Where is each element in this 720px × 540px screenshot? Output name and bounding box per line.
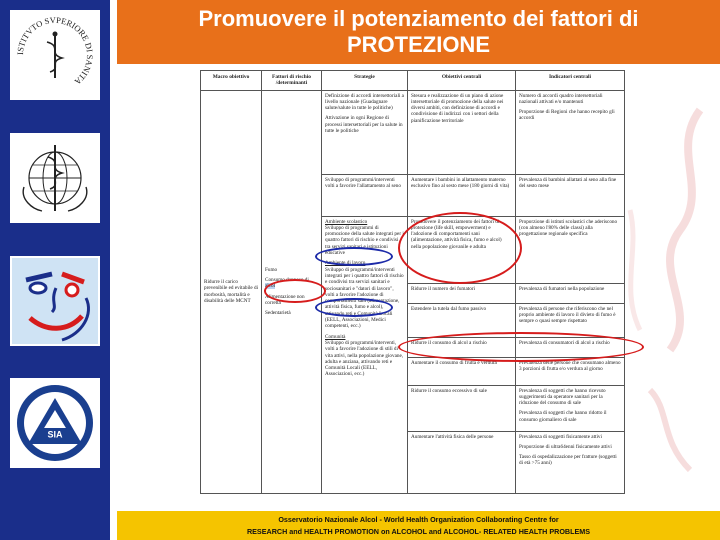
header-obiettivi: Obiettivi centrali <box>408 71 516 91</box>
strategy-heading-scuola: Ambiente scolastico <box>325 218 368 225</box>
footer-line2: RESEARCH and HEALTH PROMOTION on ALCOHOL and ALCOHOL- RELATED HEALTH PROBLEMS <box>246 527 591 536</box>
indicator-cell: Prevalenza di persone che riferiscono che nel proprio ambiente di lavoro il divieto di fumo è sempre o quasi sempre rispettato <box>516 303 625 337</box>
indicator-cell: Prevalenza di soggetti che hanno ricevuto suggerimenti da operatore sanitari per la riduzione del consumo di sale Prevalenza di soggetti che hanno ridotto il consumo giornaliero di sale <box>516 385 625 431</box>
factor-fumo: Fumo <box>265 266 278 273</box>
sia-logo-text: SIA <box>47 429 63 440</box>
header-indicatori: Indicatori centrali <box>516 71 625 91</box>
macro-cell: Ridurre il carico prevenibile ed evitabile di morbosità, mortalità e disabilità delle MCNT <box>201 90 262 493</box>
objective-cell: Promuovere il potenziamento dei fattori di protezione (life skill, empowerment) e l'adozione di comportamenti sani (alimentazione, attività fisica, fumo e alcol) nella popolazione giovanile e adulta <box>408 216 516 283</box>
objective-cell: Stesura e realizzazione di un piano di azione intersettoriale di promozione della salute nei diversi ambiti, con definizione di accordi e condivisione di indirizzi con i settori della pianificazione territoriale <box>408 90 516 174</box>
iss-logo-text: ISTITVTO SVPERIORE DI SANITA <box>14 14 96 87</box>
highlight-oval-alcol <box>264 279 326 303</box>
strategy-table <box>200 70 625 494</box>
indicator-cell: Prevalenza di consumatori di alcol a rischio <box>516 337 625 357</box>
objective-cell: Aumentare il consumo di frutta e verdura <box>408 357 516 385</box>
strategy-heading-comunita: Comunità <box>325 333 346 340</box>
slide-title-line1: Promuovere il potenziamento dei fattori di <box>198 6 639 31</box>
strategy-cell: Sviluppo di programmi/interventi volti a favorire l'allattamento al seno <box>322 174 408 216</box>
strategy-heading-lavoro: Ambiente di lavoro <box>325 260 366 267</box>
indicator-cell: Prevalenza di fumatori nella popolazione <box>516 283 625 303</box>
who-logo <box>10 133 100 223</box>
face-logo <box>10 256 100 346</box>
slide-title-line2: PROTEZIONE <box>346 32 490 57</box>
strategy-cell-ambienti: Ambiente scolastico Sviluppo di programmi di promozione della salute integrati per i quattro fattori di rischio e condivisi tra servizi sanitari e istituzioni educative Ambiente di lavoro Sviluppo di programmi/interventi integrati per i quattro fattori di rischio e condivisi tra servizi sanitari e sociosanitari e "datori di lavoro", volti a favorire l'adozione di comportamenti sani (alimentazione, attività fisica, fumo e alcol), attivando reti e Comunità Locali (EELL, Associazioni, Medici competenti, ecc.) Comunità Sviluppo di programmi/interventi, volti a favorire l'adozione di stili di vita attivi, nella popolazione giovane, adulta e anziana, attivando reti e Comunità Locali (EELL, Associazioni, ecc.) <box>322 216 408 493</box>
indicator-cell: Prevalenza di soggetti fisicamente attivi Proporzione di ultra64enni fisicamente attivi Tasso di ospedalizzazione per fratture (soggetti di età >75 anni) <box>516 431 625 493</box>
sidebar <box>0 0 110 540</box>
table-header-row <box>201 71 625 91</box>
factor-alcol: Consumo dannoso di alcol <box>265 277 309 290</box>
background-decoration <box>610 90 720 490</box>
objective-cell: Aumentare l'attività fisica delle persone <box>408 431 516 493</box>
indicator-cell: Numero di accordi quadro intersettoriali nazionali attivati e/o mantenuti Proporzione di Regioni che hanno recepito gli accordi <box>516 90 625 174</box>
factor-sedentarieta: Sedentarietà <box>265 310 291 317</box>
footer <box>117 511 720 540</box>
sia-logo <box>10 378 100 468</box>
header-macro: Macro obiettivo <box>201 71 262 91</box>
header-fattori: Fattori di rischio /determinanti <box>262 71 322 91</box>
indicator-cell: Prevalenza di bambini allattati al seno alla fine del sesto mese <box>516 174 625 216</box>
slide-title <box>117 0 720 64</box>
highlight-oval-lavoro <box>315 298 393 317</box>
objective-cell: Ridurre il consumo eccessivo di sale <box>408 385 516 431</box>
header-strategie: Strategie <box>322 71 408 91</box>
indicator-cell: Proporzione di istituti scolastici che aderiscono (con almeno l'80% delle classi) alla progettazione regionale specifica <box>516 216 625 283</box>
strategy-cell: Definizione di accordi intersettoriali a livello nazionale (Guadagnare salute/salute in tutte le politiche) Attivazione in ogni Regione di processi intersettoriali per la salute in tutte le politiche <box>322 90 408 174</box>
objective-cell: Estendere la tutela dal fumo passivo <box>408 303 516 337</box>
objective-cell: Ridurre il consumo di alcol a rischio <box>408 337 516 357</box>
objective-cell: Aumentare i bambini in allattamento materno esclusivo fino al sesto mese (180 giorni di vita) <box>408 174 516 216</box>
indicator-cell: Prevalenza delle persone che consumano almeno 3 porzioni di frutta e/o verdura al giorno <box>516 357 625 385</box>
factor-alimentazione: Alimentazione non corretta <box>265 293 305 306</box>
footer-line1: Osservatorio Nazionale Alcol - World Health Organization Collaborating Centre for <box>278 515 559 524</box>
iss-logo <box>10 10 100 100</box>
highlight-oval-objective <box>398 212 522 284</box>
objective-cell: Ridurre il numero dei fumatori <box>408 283 516 303</box>
table-row <box>201 90 625 174</box>
highlight-oval-scuola <box>315 247 393 266</box>
highlight-oval-consumo-alcol <box>398 332 644 362</box>
